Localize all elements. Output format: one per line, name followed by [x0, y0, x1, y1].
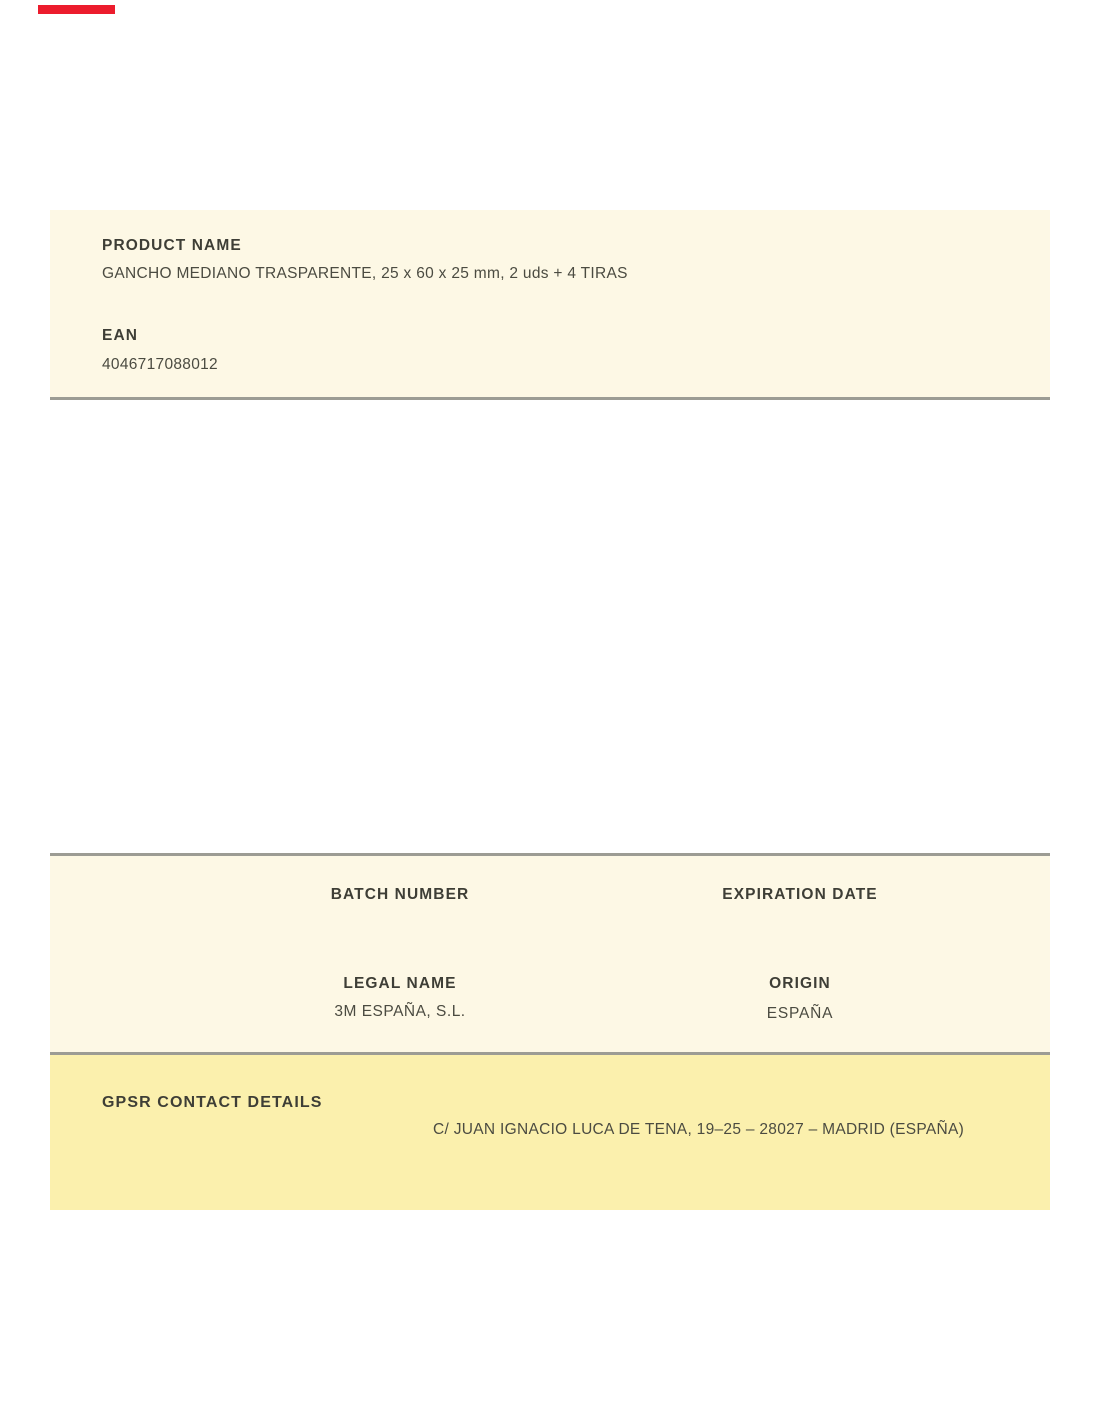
ean-value: 4046717088012 [102, 356, 218, 373]
legal-name-label: LEGAL NAME [343, 975, 457, 992]
origin-value: ESPAÑA [766, 1005, 834, 1022]
product-name-label: PRODUCT NAME [102, 237, 242, 254]
gpsr-contact-address: C/ JUAN IGNACIO LUCA DE TENA, 19–25 – 28027 – MADRID (ESPAÑA) [433, 1121, 965, 1138]
product-name-value: GANCHO MEDIANO TRASPARENTE, 25 x 60 x 25 mm, 2 uds + 4 TIRAS [102, 265, 628, 282]
gpsr-contact-panel [50, 1055, 1050, 1210]
ean-label: EAN [102, 327, 139, 344]
origin-label: ORIGIN [769, 975, 831, 992]
gpsr-contact-title: GPSR CONTACT DETAILS [102, 1094, 323, 1111]
product-info-panel [50, 210, 1050, 400]
batch-number-label: BATCH NUMBER [330, 886, 470, 903]
legal-name-value: 3M ESPAÑA, S.L. [334, 1003, 466, 1020]
batch-details-panel [50, 853, 1050, 1055]
red-accent-bar [38, 5, 115, 14]
expiration-date-label: EXPIRATION DATE [722, 886, 878, 903]
